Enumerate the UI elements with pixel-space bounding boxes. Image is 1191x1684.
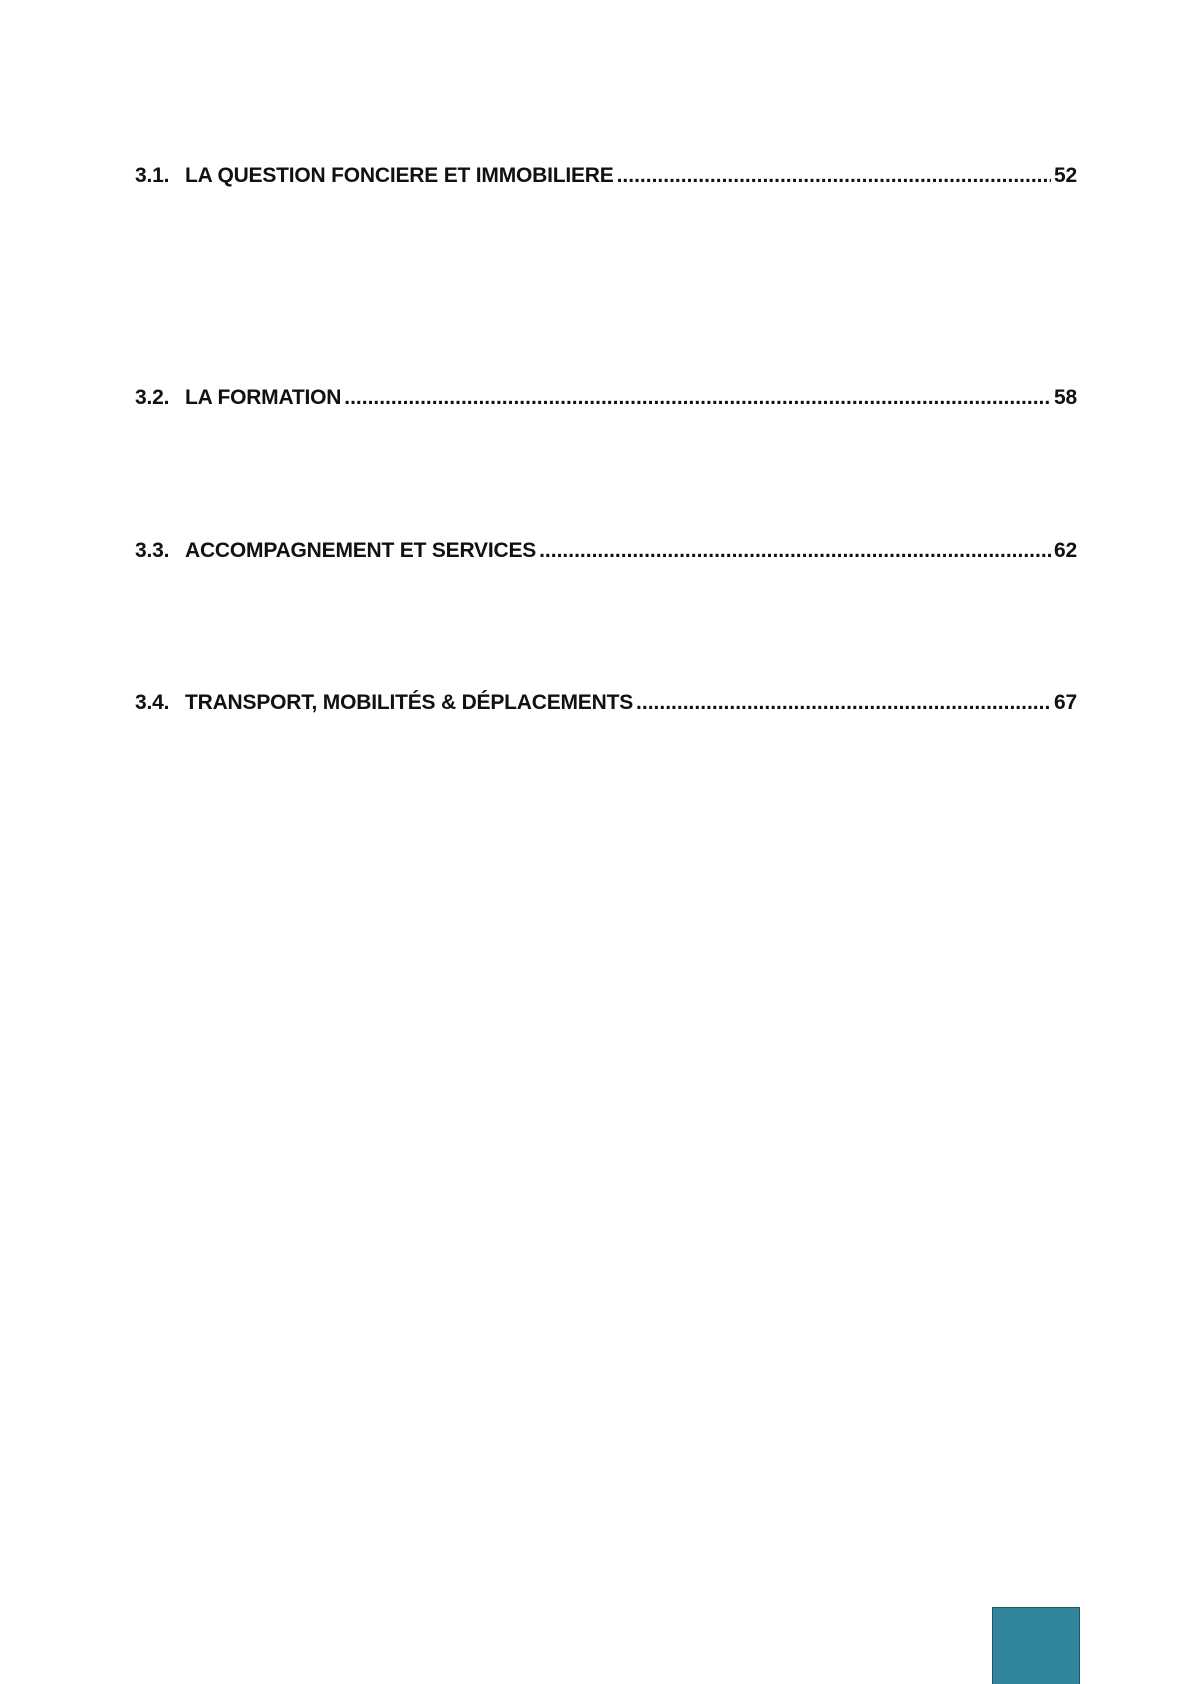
toc-dot-leader: [617, 164, 1051, 188]
toc-entry[interactable]: [135, 386, 1077, 416]
toc-dot-leader: [344, 386, 1051, 410]
toc-entry-page-number: 67: [1054, 691, 1077, 714]
toc-entry-page-number: 62: [1054, 539, 1077, 562]
toc-entry-number: 3.4.: [135, 691, 170, 714]
toc-entry-page-number: 52: [1054, 164, 1077, 187]
toc-entry-page-number: 58: [1054, 386, 1077, 409]
toc-entry-title: ACCOMPAGNEMENT ET SERVICES: [185, 539, 537, 562]
toc-dot-leader: [539, 539, 1051, 563]
toc-entry-number: 3.3.: [135, 539, 170, 562]
toc-entry[interactable]: [135, 164, 1077, 194]
toc-entry[interactable]: [135, 691, 1077, 721]
toc-entry-title: LA FORMATION: [185, 386, 342, 409]
page-corner-tab: [992, 1607, 1080, 1684]
toc-entry-number: 3.2.: [135, 386, 170, 409]
toc-entry-number: 3.1.: [135, 164, 170, 187]
toc-entry[interactable]: [135, 539, 1077, 569]
toc-dot-leader: [636, 691, 1051, 715]
toc-entry-title: LA QUESTION FONCIERE ET IMMOBILIERE: [185, 164, 614, 187]
toc-entry-title: TRANSPORT, MOBILITÉS & DÉPLACEMENTS: [185, 691, 634, 714]
